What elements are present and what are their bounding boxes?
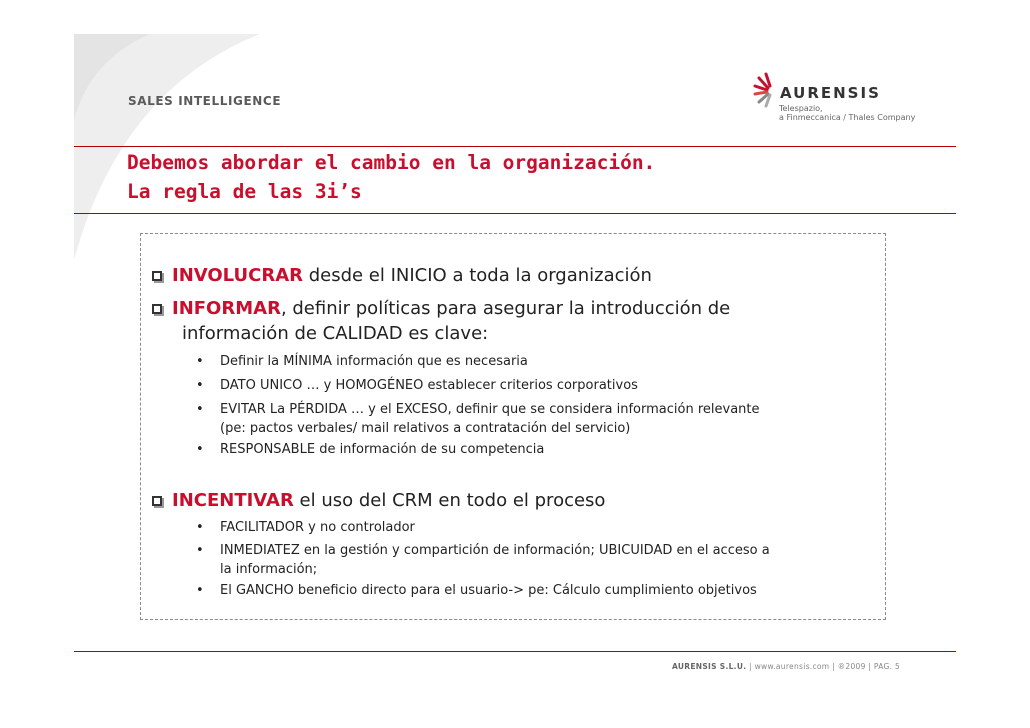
footer-company: AURENSIS S.L.U. [672, 662, 747, 671]
list-item-continuation: la información; [220, 562, 318, 577]
list-item [196, 376, 638, 395]
logo-wordmark: AURENSIS [780, 84, 881, 102]
footer-info: | www.aurensis.com | ®2009 | PAG. 5 [746, 662, 901, 671]
bullet-involucrar [152, 264, 652, 288]
company-logo [750, 62, 920, 132]
title-line: La regla de las 3i’s [127, 180, 362, 203]
list-item-text: INMEDIATEZ en la gestión y compartición de información; UBICUIDAD en el acceso a [220, 543, 770, 558]
slide-title [127, 148, 655, 206]
bullet-informar [152, 297, 730, 321]
list-item-text: FACILITADOR y no controlador [220, 520, 415, 535]
list-item-text: EVITAR La PÉRDIDA … y el EXCESO, definir que se considera información relevante [220, 402, 760, 417]
bullet-text: desde el INICIO a toda la organización [302, 265, 652, 286]
bullet-dot-icon: • [196, 520, 204, 535]
list-item [196, 541, 770, 560]
list-item [196, 518, 415, 537]
bullet-incentivar [152, 489, 605, 513]
list-item-text: Definir la MÍNIMA información que es necesaria [220, 354, 528, 369]
list-item-text: DATO UNICO … y HOMOGÉNEO establecer criterios corporativos [220, 378, 638, 393]
bullet-dot-icon: • [196, 442, 204, 457]
bullet-keyword: INVOLUCRAR [172, 265, 303, 286]
list-item-text: El GANCHO beneficio directo para el usuario-> pe: Cálculo cumplimiento objetivos [220, 583, 757, 598]
bullet-dot-icon: • [196, 402, 204, 417]
bullet-continuation: información de CALIDAD es clave: [182, 323, 489, 344]
list-item-continuation: (pe: pactos verbales/ mail relativos a contratación del servicio) [220, 421, 631, 436]
list-item [196, 400, 760, 419]
checkbox-icon [152, 496, 162, 506]
list-item [196, 581, 757, 600]
bullet-dot-icon: • [196, 378, 204, 393]
section-label: SALES INTELLIGENCE [128, 94, 282, 108]
title-rule [74, 213, 956, 214]
footer [672, 662, 900, 671]
bullet-keyword: INCENTIVAR [172, 490, 294, 511]
checkbox-icon [152, 271, 162, 281]
bullet-text: , definir políticas para asegurar la introducción de [280, 298, 731, 319]
list-item-text: RESPONSABLE de información de su competencia [220, 442, 545, 457]
header-rule [74, 146, 956, 147]
bullet-dot-icon: • [196, 583, 204, 598]
bullet-text: el uso del CRM en todo el proceso [293, 490, 606, 511]
bullet-dot-icon: • [196, 354, 204, 369]
list-item [196, 352, 528, 371]
checkbox-icon [152, 304, 162, 314]
logo-subtitle: a Finmeccanica / Thales Company [779, 113, 916, 122]
logo-subtitle: Telespazio, [779, 104, 823, 113]
sunburst-icon [750, 66, 780, 110]
list-item [196, 440, 544, 459]
bullet-dot-icon: • [196, 543, 204, 558]
bullet-keyword: INFORMAR [172, 298, 281, 319]
footer-rule [74, 651, 956, 652]
title-line: Debemos abordar el cambio en la organización. [127, 151, 656, 174]
